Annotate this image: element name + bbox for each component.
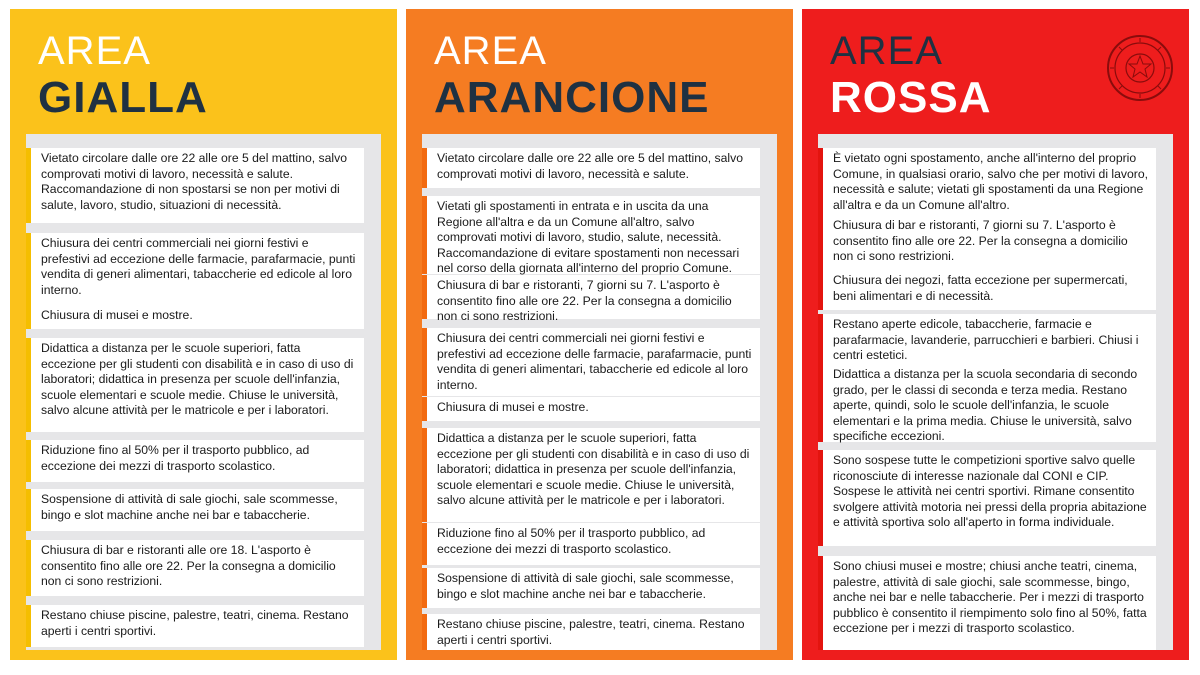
rule-card: Restano chiuse piscine, palestre, teatri, cinema. Restano aperti i centri sportivi. xyxy=(26,605,364,647)
rule-card: Vietati gli spostamenti in entrata e in uscita da una Regione all'altra e da un Comune all'altro, salvo comprovati motivi di lavoro, studio, salute, necessità. Raccomandazione di evitare spostamenti non necessari nel corso della giornata all'interno del proprio Comune. xyxy=(422,196,760,274)
rule-card: Chiusura di musei e mostre. xyxy=(422,397,760,421)
rule-card: Chiusura dei centri commerciali nei giorni festivi e prefestivi ad eccezione delle farmacie, parafarmacie, punti vendita di generi alimentari, tabaccherie ed edicole al loro interno. xyxy=(422,328,760,396)
rule-card: Chiusura di bar e ristoranti, 7 giorni su 7. L'asporto è consentito fino alle ore 22. Per la consegna a domicilio non ci sono restrizioni. xyxy=(422,275,760,319)
rule-card: Sono sospese tutte le competizioni sportive salvo quelle riconosciute di interesse nazionale dal CONI e CIP. Sospese le attività nei centri sportivi. Rimane consentito svolgere attività motoria nei pressi della propria abitazione e attività sportiva solo all'aperto in forma individuale. xyxy=(818,450,1156,546)
rule-card: Chiusura dei centri commerciali nei giorni festivi e prefestivi ad eccezione delle farmacie, parafarmacie, punti vendita di generi alimentari, tabaccherie ed edicole al loro interno. xyxy=(26,233,364,305)
panel-gialla xyxy=(10,9,397,660)
panel-title-area: AREA xyxy=(38,29,151,73)
rule-card: Chiusura di bar e ristoranti, 7 giorni su 7. L'asporto è consentito fino alle ore 22. Per la consegna a domicilio non ci sono restrizioni. xyxy=(818,215,1156,270)
rule-card: Riduzione fino al 50% per il trasporto pubblico, ad eccezione dei mezzi di trasporto scolastico. xyxy=(26,440,364,482)
rule-card: Chiusura di bar e ristoranti alle ore 18. L'asporto è consentito fino alle ore 22. Per la consegna a domicilio non ci sono restrizioni. xyxy=(26,540,364,596)
panel-title-name: ARANCIONE xyxy=(434,73,710,122)
rule-card: Didattica a distanza per la scuola secondaria di secondo grado, per le classi di seconda e terza media. Restano aperte, quindi, solo le scuole dell'infanzia, le scuole elementari e la prima media. Chiuse le università, salvo specifiche eccezioni. xyxy=(818,364,1156,442)
rule-card: Vietato circolare dalle ore 22 alle ore 5 del mattino, salvo comprovati motivi di lavoro, necessità e salute. xyxy=(422,148,760,188)
rule-card: Chiusura di musei e mostre. xyxy=(26,305,364,329)
rule-card: Sospensione di attività di sale giochi, sale scommesse, bingo e slot machine anche nei bar e tabaccherie. xyxy=(422,568,760,608)
panel-title-area: AREA xyxy=(830,29,943,73)
rule-card: Chiusura dei negozi, fatta eccezione per supermercati, beni alimentari e di necessità. xyxy=(818,270,1156,310)
rule-card: Restano aperte edicole, tabaccherie, farmacie e parafarmacie, lavanderie, parrucchieri e barbieri. Chiusi i centri estetici. xyxy=(818,314,1156,364)
rule-card: Riduzione fino al 50% per il trasporto pubblico, ad eccezione dei mezzi di trasporto scolastico. xyxy=(422,523,760,565)
rule-card: Didattica a distanza per le scuole superiori, fatta eccezione per gli studenti con disabilità e in caso di uso di laboratori; didattica in presenza per scuole dell'infanzia, scuole elementari e scuole medie. Chiuse le università, salvo alcune attività per le matricole e per i laboratori. xyxy=(422,428,760,522)
panel-title-area: AREA xyxy=(434,29,547,73)
rule-card: Vietato circolare dalle ore 22 alle ore 5 del mattino, salvo comprovati motivi di lavoro, necessità e salute. Raccomandazione di non spostarsi se non per motivi di salute, lavoro, studio, situazioni di necessità. xyxy=(26,148,364,223)
panel-title-name: ROSSA xyxy=(830,73,992,122)
rule-card: È vietato ogni spostamento, anche all'interno del proprio Comune, in qualsiasi orario, salvo che per motivi di lavoro, necessità e salute; vietati gli spostamenti da una Regione all'altra e da un Comune all'altro. xyxy=(818,148,1156,216)
panel-arancione xyxy=(406,9,793,660)
rule-card: Sono chiusi musei e mostre; chiusi anche teatri, cinema, palestre, attività di sale giochi, sale scommesse, bingo, anche nei bar e nelle tabaccherie. Per i mezzi di trasporto pubblico è consentito il riempimento solo fino al 50%, fatta eccezione per i mezzi di trasporto scolastico. xyxy=(818,556,1156,650)
rule-card: Didattica a distanza per le scuole superiori, fatta eccezione per gli studenti con disabilità e in caso di uso di laboratori; didattica in presenza per scuole dell'infanzia, scuole elementari e scuole medie. Chiuse le università, salvo alcune attività per le matricole e per i laboratori. xyxy=(26,338,364,432)
rule-card: Restano chiuse piscine, palestre, teatri, cinema. Restano aperti i centri sportivi. xyxy=(422,614,760,650)
panel-rossa xyxy=(802,9,1189,660)
rule-card: Sospensione di attività di sale giochi, sale scommesse, bingo e slot machine anche nei bar e tabaccherie. xyxy=(26,489,364,531)
panel-title-name: GIALLA xyxy=(38,73,208,122)
government-seal-icon xyxy=(1105,33,1175,103)
